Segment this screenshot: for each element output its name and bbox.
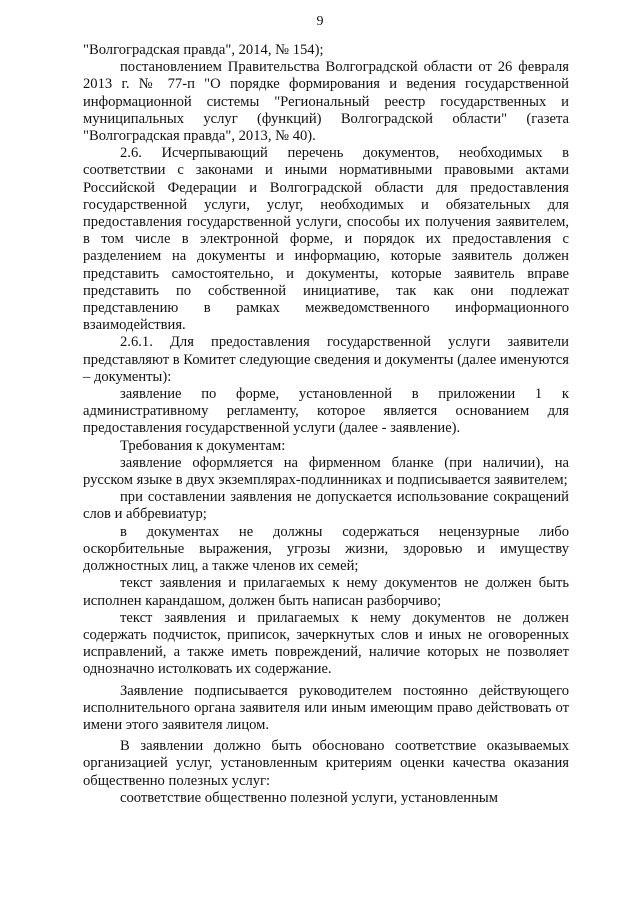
paragraph: в документах не должны содержаться нецензурные либо оскорбительные выражения, угрозы жизни, здоровью и имуществу должностных лиц, а также членов их семей; xyxy=(83,523,569,575)
paragraph: заявление оформляется на фирменном бланке (при наличии), на русском языке в двух экземплярах-подлинниках и подписывается заявителем; xyxy=(83,454,569,489)
paragraph: текст заявления и прилагаемых к нему документов не должен содержать подчисток, приписок, зачеркнутых слов и иных не оговоренных исправлений, а также иметь повреждений, наличие которых не позволяет однозначно истолковать их содержание. xyxy=(83,609,569,678)
page-number: 9 xyxy=(316,14,324,29)
paragraph: при составлении заявления не допускается использование сокращений слов и аббревиатур; xyxy=(83,489,569,523)
paragraph: 2.6. Исчерпывающий перечень документов, необходимых в соответствии с законами и иными нормативными правовыми актами Российской Федерации и Волгоградской области для предоставления государственной услуги, услуг, необходимых и обязательных для предоставления государственной услуги, способы их получения заявителем, в том числе в электронной форме, и порядок их предоставления с разделением на документы и информацию, которые заявитель должен представить самостоятельно, и документы, которые заявитель вправе представить по собственной инициативе, так как они подлежат представлению в рамках межведомственного информационного взаимодействия. xyxy=(83,145,569,334)
paragraph: Требования к документам: xyxy=(120,437,286,454)
paragraph: В заявлении должно быть обосновано соответствие оказываемых организацией услуг, установленным критериям оценки качества оказания общественно полезных услуг: xyxy=(83,738,569,789)
paragraph: соответствие общественно полезной услуги, установленным xyxy=(120,789,498,806)
document-body xyxy=(83,42,569,807)
paragraph: 2.6.1. Для предоставления государственной услуги заявители представляют в Комитет следующие сведения и документы (далее именуются – документы): xyxy=(83,334,569,385)
paragraph: текст заявления и прилагаемых к нему документов не должен быть исполнен карандашом, должен быть написан разборчиво; xyxy=(83,575,569,609)
paragraph: заявление по форме, установленной в приложении 1 к административному регламенту, которое является основанием для предоставления государственной услуги (далее - заявление). xyxy=(83,386,569,437)
paragraph: постановлением Правительства Волгоградской области от 26 февраля 2013 г. № 77-п "О порядке формирования и ведения государственной информационной системы "Региональный реестр государственных и муниципальных услуг (функций) Волгоградской области" (газета "Волгоградская правда", 2013, № 40). xyxy=(83,59,569,145)
paragraph: Заявление подписывается руководителем постоянно действующего исполнительного органа заявителя или иным имеющим право действовать от имени этого заявителя лицом. xyxy=(83,682,569,733)
paragraph: "Волгоградская правда", 2014, № 154); xyxy=(83,42,324,58)
